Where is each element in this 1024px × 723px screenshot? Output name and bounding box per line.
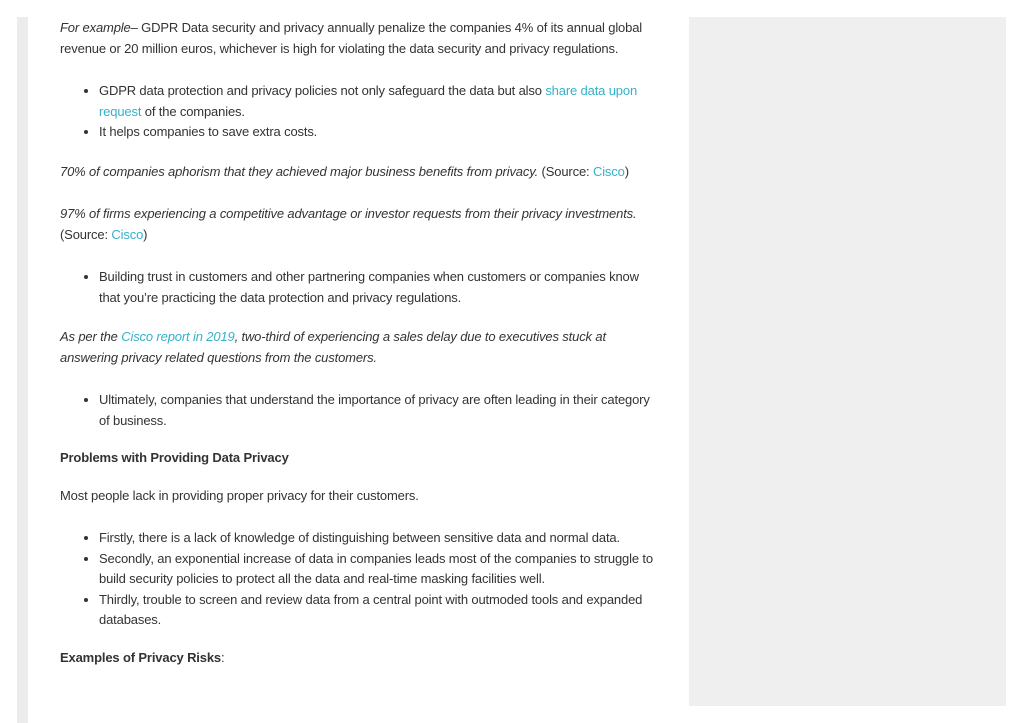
examples-heading-colon: : [221,649,225,665]
stat-paragraph-70 [60,162,660,183]
cisco-source-link-2[interactable]: Cisco [111,226,144,242]
stat-paragraph-97 [60,204,660,245]
sidebar [689,17,1006,706]
gdpr-penalty-text: – GDPR Data security and privacy annually penalize the companies 4% of its annual global revenue or 20 million euros, whichever is high for violating the data security and privacy regulations. [60,20,643,56]
problems-heading: Problems with Providing Data Privacy [60,450,289,465]
examples-heading-paragraph [60,648,660,669]
list-item: • It helps companies to save extra costs. [99,122,660,143]
cisco-report-paragraph [60,327,660,368]
list-item-text: of the companies. [141,103,245,119]
cisco-source-link-1[interactable]: Cisco [592,163,625,179]
cisco-report-2019-link[interactable]: Cisco report in 2019 [121,329,235,344]
cisco-report-post: , two-third of experiencing a sales delay due to executives stuck at answering privacy related questions from the customers. [60,329,606,365]
cisco-report-pre: As per the [60,329,122,344]
list-item: • Building trust in customers and other partnering companies when customers or companies know that you’re practicing the data protection and privacy regulations. [99,267,660,308]
source-label: (Source: [60,226,112,242]
list-item: • Ultimately, companies that understand the importance of privacy are often leading in their category of business. [99,390,660,431]
stat-quote-97: 97% of firms experiencing a competitive advantage or investor requests from their privacy investments. [60,206,637,221]
source-close: ) [624,163,629,179]
benefits-list-1 [60,81,660,143]
problems-heading-paragraph [60,448,660,469]
examples-heading: Examples of Privacy Risks [60,649,222,665]
share-data-upon-request-link[interactable]: share data upon request [99,83,638,119]
list-item: • Firstly, there is a lack of knowledge of distinguishing between sensitive data and normal data. [99,528,660,549]
list-item: • Thirdly, trouble to screen and review data from a central point with outmoded tools and expanded databases. [99,590,660,631]
source-close: ) [143,226,148,242]
article-content [60,17,660,668]
benefits-list-2 [60,267,660,308]
problems-list [60,528,660,631]
list-item [99,81,660,122]
for-example-label: For example [60,20,131,35]
source-label: (Source: [538,163,593,179]
benefits-list-3 [60,390,660,431]
stat-quote-70: 70% of companies aphorism that they achieved major business benefits from privacy. [60,163,539,179]
list-item: • Secondly, an exponential increase of data in companies leads most of the companies to struggle to build security policies to protect all the data and real-time masking facilities well. [99,549,660,590]
paragraph-gdpr-example [60,17,660,59]
list-item-text: GDPR data protection and privacy policies not only safeguard the data but also [99,83,546,98]
problems-intro: Most people lack in providing proper privacy for their customers. [60,487,419,503]
left-rail [17,17,28,723]
